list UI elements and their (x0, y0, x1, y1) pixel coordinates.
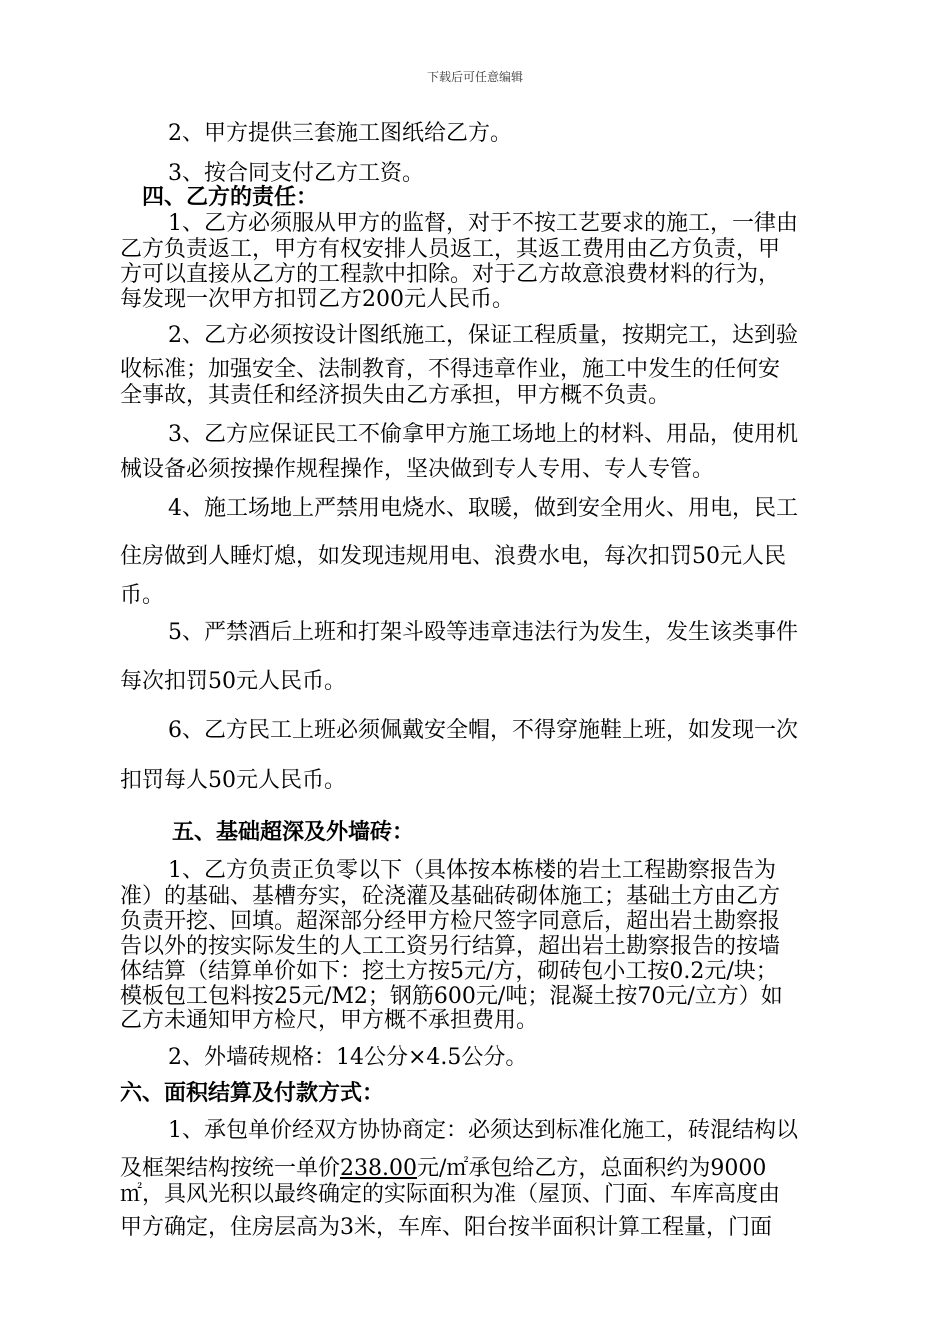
paragraph-line: 扣罚每人50元人民币。 (120, 768, 346, 793)
paragraph-line: 3、按合同支付乙方工资。 (168, 161, 424, 186)
paragraph-line: 全事故，其责任和经济损失由乙方承担，甲方概不负责。 (120, 383, 671, 408)
paragraph-line: ㎡，具风光积以最终确定的实际面积为准（屋顶、门面、车库高度由 (120, 1182, 781, 1207)
paragraph-line: 负责开挖、回填。超深部分经甲方检尺签字同意后，超出岩土勘察报 (120, 909, 781, 934)
paragraph-line: 模板包工包料按25元/M2；钢筋600元/吨；混凝土按70元/立方）如 (120, 984, 783, 1009)
paragraph-line: 械设备必须按操作规程操作，坚决做到专人专用、专人专管。 (120, 457, 715, 482)
paragraph-line: 2、外墙砖规格：14公分×4.5公分。 (168, 1045, 528, 1070)
paragraph-line: 乙方负责返工，甲方有权安排人员返工，其返工费用由乙方负责，甲 (120, 237, 781, 262)
line-text: 及框架结构按统一单价 (120, 1156, 341, 1181)
paragraph-line: 告以外的按实际发生的人工工资另行结算，超出岩土勘察报告的按墙 (120, 934, 781, 959)
paragraph-line: 每次扣罚50元人民币。 (120, 669, 346, 694)
section-heading: 六、面积结算及付款方式： (120, 1080, 385, 1106)
paragraph-line: 2、乙方必须按设计图纸施工，保证工程质量，按期完工，达到验 (168, 323, 798, 348)
section-heading: 五、基础超深及外墙砖： (172, 819, 415, 845)
paragraph-line: 5、严禁酒后上班和打架斗殴等违章违法行为发生，发生该类事件 (168, 620, 798, 645)
line-text: 元/㎡承包给乙方，总面积约为9000 (417, 1156, 767, 1181)
paragraph-line: 收标准；加强安全、法制教育，不得违章作业，施工中发生的任何安 (120, 357, 781, 382)
paragraph-line: 乙方未通知甲方检尺，甲方概不承担费用。 (120, 1008, 539, 1033)
paragraph-line: 1、乙方负责正负零以下（具体按本栋楼的岩土工程勘察报告为 (168, 858, 776, 883)
paragraph-line: 甲方确定，住房层高为3米，车库、阳台按半面积计算工程量，门面 (120, 1215, 772, 1240)
paragraph-line: 3、乙方应保证民工不偷拿甲方施工场地上的材料、用品，使用机 (168, 422, 798, 447)
unit-price: 238.00 (340, 1156, 417, 1181)
paragraph-line: 4、施工场地上严禁用电烧水、取暖，做到安全用火、用电，民工 (168, 496, 798, 521)
paragraph-line: 1、乙方必须服从甲方的监督，对于不按工艺要求的施工，一律由 (168, 211, 798, 236)
paragraph-line: 币。 (120, 583, 165, 608)
paragraph-line: 1、承包单价经双方协协商定：必须达到标准化施工，砖混结构以 (168, 1118, 798, 1143)
section-heading: 四、乙方的责任： (142, 184, 319, 210)
paragraph-line: 2、甲方提供三套施工图纸给乙方。 (168, 121, 512, 146)
paragraph-line: 方可以直接从乙方的工程款中扣除。对于乙方故意浪费材料的行为， (120, 262, 781, 287)
paragraph-line: 住房做到人睡灯熄，如发现违规用电、浪费水电，每次扣罚50元人民 (120, 544, 786, 569)
page-header: 下载后可任意编辑 (426, 70, 523, 84)
paragraph-line: 每发现一次甲方扣罚乙方200元人民币。 (120, 287, 514, 312)
paragraph-line: 6、乙方民工上班必须佩戴安全帽，不得穿施鞋上班，如发现一次 (168, 718, 798, 743)
paragraph-line: 准）的基础、基槽夯实，砼浇灌及基础砖砌体施工；基础土方由乙方 (120, 884, 781, 909)
paragraph-line: 体结算（结算单价如下：挖土方按5元/方，砌砖包小工按0.2元/块； (120, 959, 778, 984)
